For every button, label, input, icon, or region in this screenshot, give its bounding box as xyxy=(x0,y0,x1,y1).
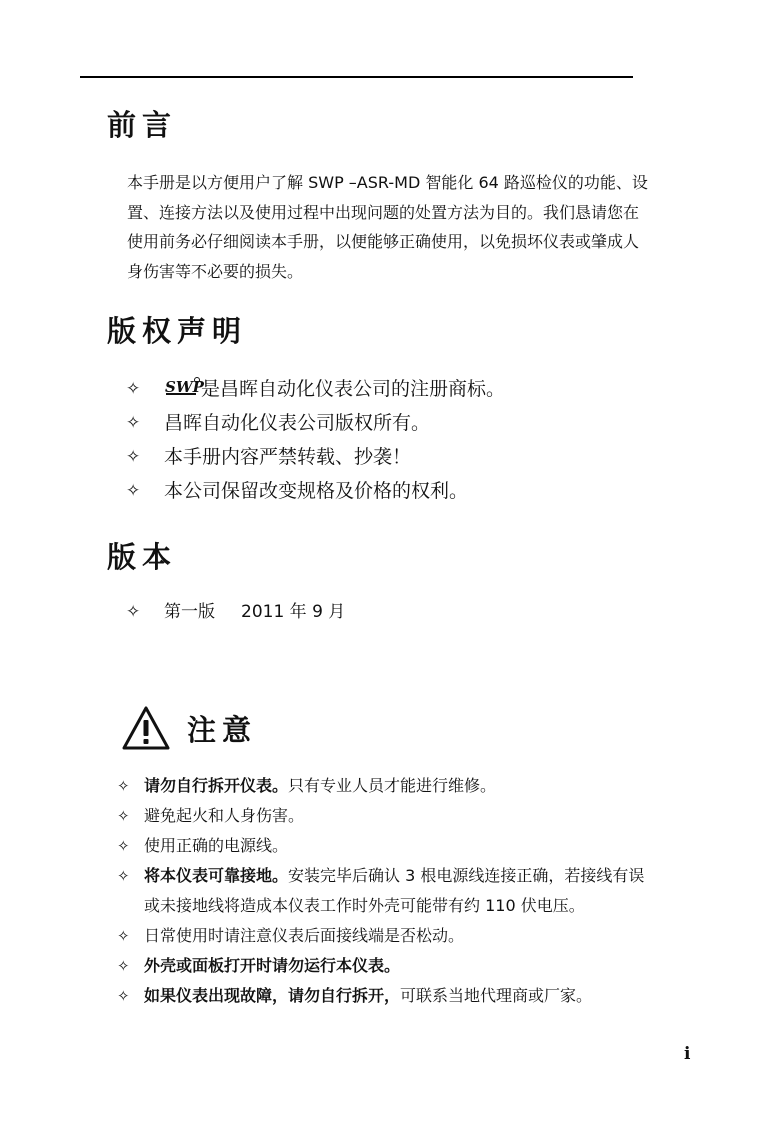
bullet-icon: ✧ xyxy=(126,413,141,433)
list-item xyxy=(126,440,505,474)
version-heading: 版本 xyxy=(107,540,178,574)
notice-text: 使用正确的电源线。 xyxy=(144,836,289,855)
preface-paragraph xyxy=(127,168,697,286)
bullet-icon: ✧ xyxy=(126,447,141,467)
notice-text: 避免起火和人身伤害。 xyxy=(144,806,305,825)
list-item xyxy=(126,474,505,508)
bullet-icon: ✧ xyxy=(126,602,141,622)
copyright-item: 本公司保留改变规格及价格的权利。 xyxy=(164,480,469,502)
preface-line: 使用前务必仔细阅读本手册，以便能够正确使用，以免损坏仪表或肇成人 xyxy=(127,232,640,251)
version-list xyxy=(126,595,345,629)
version-date: 2011 年 9 月 xyxy=(241,602,346,622)
bullet-icon: ✧ xyxy=(117,867,130,885)
bullet-icon: ✧ xyxy=(117,807,130,825)
list-item xyxy=(126,406,505,440)
notice-bold: 请勿自行拆开仪表。 xyxy=(144,776,289,795)
bullet-icon: ✧ xyxy=(117,957,130,975)
notice-text: 安装完毕后确认 3 根电源线连接正确，若接线有误 xyxy=(288,866,645,885)
preface-line: 身伤害等不必要的损失。 xyxy=(127,261,304,281)
notice-text: 日常使用时请注意仪表后面接线端是否松动。 xyxy=(144,926,465,945)
copyright-item: 本手册内容严禁转载、抄袭！ xyxy=(164,446,412,468)
preface-line: 置、连接方法以及使用过程中出现问题的处置方法为目的。我们恳请您在 xyxy=(127,202,640,222)
warning-icon xyxy=(121,705,171,751)
notice-bold: 如果仪表出现故障，请勿自行拆开， xyxy=(144,986,401,1005)
notice-list xyxy=(117,771,644,1011)
page-number: i xyxy=(684,1044,691,1064)
list-item-continuation xyxy=(117,891,644,921)
list-item xyxy=(117,771,644,801)
preface-line: 本手册是以方便用户了解 SWP –ASR-MD 智能化 64 路巡检仪的功能、设 xyxy=(127,173,648,192)
bullet-icon: ✧ xyxy=(126,481,141,501)
notice-heading: 注意 xyxy=(187,713,258,747)
notice-bold: 外壳或面板打开时请勿运行本仪表。 xyxy=(144,956,401,975)
notice-bold: 将本仪表可靠接地。 xyxy=(144,866,289,885)
preface-heading: 前言 xyxy=(107,108,178,142)
bullet-icon: ✧ xyxy=(126,379,141,399)
bullet-icon: ✧ xyxy=(117,987,130,1005)
list-item xyxy=(126,372,505,406)
copyright-heading: 版权声明 xyxy=(107,314,248,348)
list-item xyxy=(117,801,644,831)
bullet-icon: ✧ xyxy=(117,777,130,795)
swp-logo xyxy=(164,376,204,398)
copyright-list xyxy=(126,372,505,508)
bullet-icon: ✧ xyxy=(117,927,130,945)
list-item xyxy=(117,921,644,951)
copyright-item: 昌晖自动化仪表公司版权所有。 xyxy=(164,412,431,434)
notice-text: 可联系当地代理商或厂家。 xyxy=(400,986,593,1005)
list-item xyxy=(117,951,644,981)
list-item xyxy=(126,595,345,629)
list-item xyxy=(117,981,644,1011)
svg-text:SWP: SWP xyxy=(165,378,204,396)
notice-text: 或未接地线将造成本仪表工作时外壳可能带有约 110 伏电压。 xyxy=(144,896,585,915)
version-edition: 第一版 xyxy=(164,602,215,622)
list-item xyxy=(117,831,644,861)
copyright-item: 是昌晖自动化仪表公司的注册商标。 xyxy=(201,378,506,400)
notice-text: 只有专业人员才能进行维修。 xyxy=(288,776,497,795)
header-rule xyxy=(80,76,633,78)
bullet-icon: ✧ xyxy=(117,837,130,855)
list-item xyxy=(117,861,644,891)
